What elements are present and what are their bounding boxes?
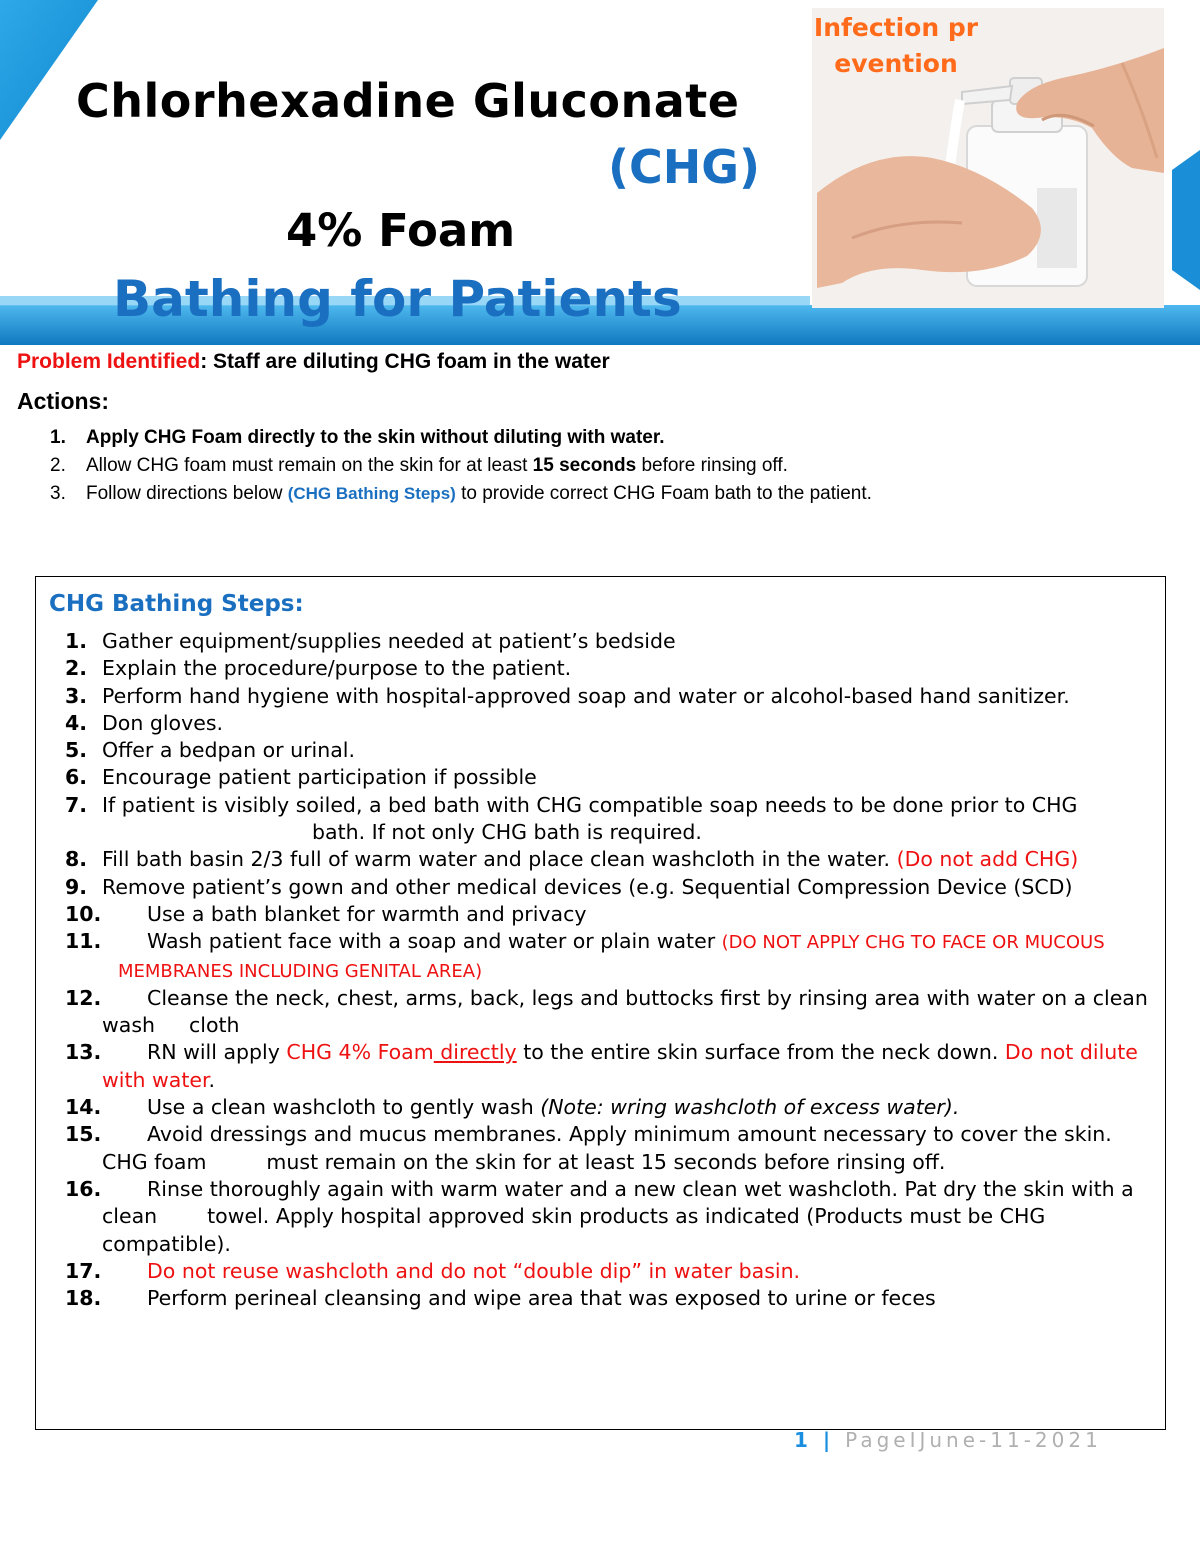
steps-list: [65, 628, 1150, 1312]
list-item: [65, 792, 1150, 847]
problem-text: Staff are diluting CHG foam in the water: [207, 350, 610, 373]
steps-reference: (CHG Bathing Steps): [287, 484, 456, 503]
action-text: Allow CHG foam must remain on the skin for at least: [86, 455, 533, 476]
step-text: Cleanse the neck, chest, arms, back, legs and buttocks first by rinsing area with water on a clean wash: [102, 985, 1148, 1038]
step-text: Perform hand hygiene with hospital-approved soap and water or alcohol-based hand sanitizer.: [102, 683, 1070, 708]
step-text: Encourage patient participation if possible: [102, 765, 537, 790]
step-text: .: [208, 1067, 216, 1092]
step-text: cloth: [189, 1013, 240, 1038]
step-warning: (DO NOT APPLY CHG TO FACE OR MUCOUS: [721, 932, 1105, 954]
step-text: towel. Apply hospital approved skin products as indicated (Products must be CHG compatible).: [102, 1204, 1046, 1256]
problem-label: Problem Identified: [17, 350, 201, 373]
step-number: 18.: [65, 1286, 102, 1311]
step-number: 12.: [65, 985, 102, 1010]
list-item: [65, 683, 1150, 710]
list-item: [65, 655, 1150, 682]
actions-heading: Actions:: [17, 388, 109, 414]
step-number: 9.: [65, 874, 88, 899]
step-number: 1.: [65, 629, 88, 653]
step-number: 14.: [65, 1095, 102, 1120]
list-item: [65, 710, 1150, 737]
step-text: Wash patient face with a soap and water or plain water: [147, 929, 722, 954]
step-number: 17.: [65, 1258, 102, 1283]
action-number: 3.: [50, 483, 66, 504]
title-line-2: (CHG): [608, 140, 761, 194]
step-warning: CHG 4% Foam: [286, 1040, 434, 1065]
step-number: 5.: [65, 738, 88, 763]
step-number: 13.: [65, 1040, 102, 1065]
list-item: [65, 1176, 1150, 1258]
title-line-1: Chlorhexadine Gluconate: [76, 74, 740, 128]
step-text: bath. If not only CHG bath is required.: [312, 820, 702, 845]
step-text: Avoid dressings and mucus membranes. Apply minimum amount necessary to cover the skin. CHG foam: [102, 1122, 1112, 1174]
step-text: Gather equipment/supplies needed at patient’s bedside: [102, 629, 676, 653]
step-number: 8.: [65, 847, 88, 872]
list-item: [65, 1039, 1150, 1094]
list-item: [50, 452, 872, 480]
title-line-3: 4% Foam: [286, 204, 516, 257]
step-warning: directly: [433, 1040, 517, 1065]
action-text: Apply CHG Foam directly to the skin without diluting with water.: [86, 427, 665, 448]
step-warning: (Do not add CHG): [896, 847, 1079, 872]
step-text: Don gloves.: [102, 710, 224, 735]
step-text: Use a clean washcloth to gently wash: [147, 1095, 541, 1120]
action-number: 1.: [50, 427, 66, 448]
step-number: 2.: [65, 656, 88, 681]
step-text: Perform perineal cleansing and wipe area that was exposed to urine or feces: [147, 1286, 936, 1311]
list-item: [65, 1285, 1150, 1312]
step-note: (Note: wring washcloth of excess water).: [540, 1095, 960, 1120]
step-text: If patient is visibly soiled, a bed bath with CHG compatible soap needs to be done prior to CHG: [102, 792, 1078, 817]
step-warning: Do not dilute with water: [102, 1040, 1138, 1092]
step-text: to the entire skin surface from the neck down.: [516, 1040, 1005, 1065]
step-text: must remain on the skin for at least 15 seconds before rinsing off.: [266, 1149, 946, 1174]
list-item: [50, 480, 872, 508]
list-item: [65, 846, 1150, 873]
action-text: to provide correct CHG Foam bath to the patient.: [455, 483, 872, 504]
list-item: [65, 985, 1150, 1040]
step-text: Rinse thoroughly again with warm water and a new clean wet washcloth. Pat dry the skin with a clean: [102, 1176, 1134, 1229]
step-number: 6.: [65, 765, 88, 790]
step-text: Explain the procedure/purpose to the patient.: [102, 656, 572, 681]
list-item: [65, 764, 1150, 791]
list-item: [65, 737, 1150, 764]
step-warning: Do not reuse washcloth and do not “double dip” in water basin.: [147, 1258, 801, 1283]
step-text: Fill bath basin 2/3 full of warm water and place clean washcloth in the water.: [102, 847, 897, 872]
list-item: [65, 1258, 1150, 1285]
step-text: Offer a bedpan or urinal.: [102, 738, 355, 763]
list-item: [65, 901, 1150, 928]
step-text: Use a bath blanket for warmth and privacy: [147, 901, 587, 926]
step-text: RN will apply: [147, 1040, 287, 1065]
list-item: [65, 628, 1150, 655]
action-text: before rinsing off.: [636, 455, 788, 476]
action-emphasis: 15 seconds: [532, 455, 637, 476]
footer-text: PageIJune-11-2021: [845, 1428, 1102, 1452]
step-number: 3.: [65, 683, 88, 708]
list-item: [50, 424, 872, 452]
step-warning: MEMBRANES INCLUDING GENITAL AREA): [118, 960, 483, 982]
title-line-4: Bathing for Patients: [113, 270, 682, 328]
step-number: 15.: [65, 1122, 102, 1147]
step-number: 4.: [65, 710, 88, 735]
bathing-steps-box: [35, 576, 1166, 1430]
action-text: Follow directions below: [86, 483, 288, 504]
steps-heading: CHG Bathing Steps:: [49, 591, 304, 617]
photo-caption: Infection prevention: [813, 13, 979, 78]
page-footer: [794, 1428, 1102, 1452]
problem-statement: [17, 350, 610, 374]
step-number: 10.: [65, 901, 102, 926]
actions-list: [50, 424, 872, 508]
page-number: 1: [794, 1428, 812, 1452]
list-item: [65, 1121, 1150, 1176]
list-item: [65, 874, 1150, 901]
action-number: 2.: [50, 455, 66, 476]
step-number: 11.: [65, 929, 102, 954]
step-number: 16.: [65, 1176, 102, 1201]
footer-separator: |: [811, 1428, 846, 1452]
problem-colon: :: [200, 350, 208, 373]
list-item: [65, 1094, 1150, 1121]
step-number: 7.: [65, 792, 88, 817]
step-text: Remove patient’s gown and other medical devices (e.g. Sequential Compression Device (SCD): [102, 874, 1073, 899]
list-item: [65, 928, 1150, 985]
